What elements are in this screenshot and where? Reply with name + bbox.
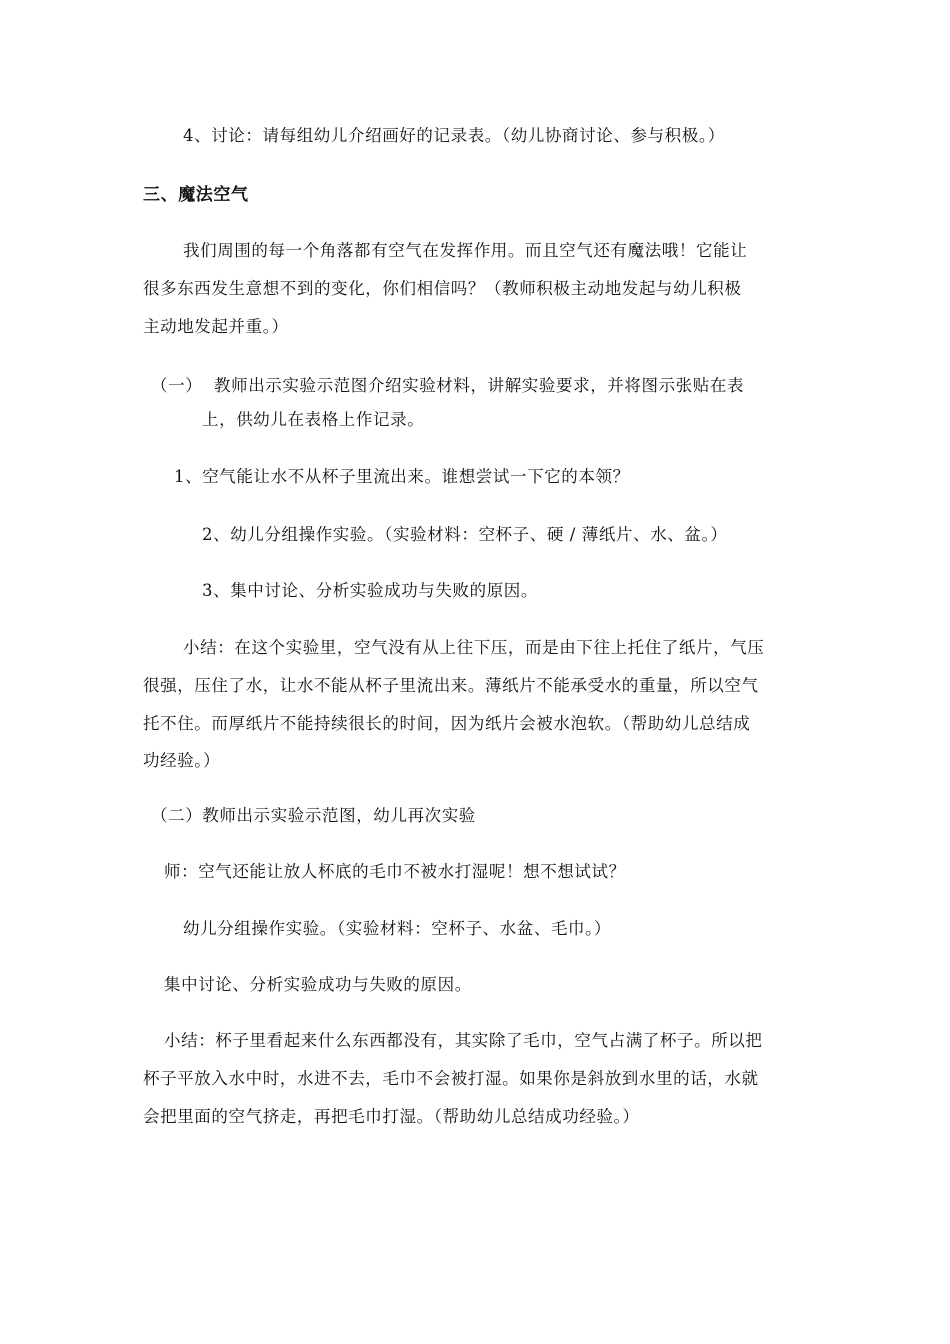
part2-title: （二）教师出示实验示范图，幼儿再次实验 bbox=[151, 806, 476, 825]
part2-summary-line-3: 会把里面的空气挤走，再把毛巾打湿。（帮助幼儿总结成功经验。） bbox=[143, 1107, 640, 1126]
part1-label: （一） bbox=[151, 376, 203, 395]
part1-text-line-2: 上，供幼儿在表格上作记录。 bbox=[202, 410, 425, 429]
intro-line-3: 主动地发起并重。） bbox=[143, 317, 289, 336]
part2-teacher-line: 师：空气还能让放人杯底的毛巾不被水打湿呢！想不想试试？ bbox=[164, 862, 626, 881]
intro-line-2: 很多东西发生意想不到的变化，你们相信吗？（教师积极主动地发起与幼儿积极 bbox=[143, 279, 742, 298]
discussion-step-4: 4、讨论：请每组幼儿介绍画好的记录表。（幼儿协商讨论、参与积极。） bbox=[183, 126, 725, 145]
part1-text-line-1: 教师出示实验示范图介绍实验材料，讲解实验要求，并将图示张贴在表 bbox=[214, 376, 745, 395]
part1-summary-line-2: 很强，压住了水，让水不能从杯子里流出来。薄纸片不能承受水的重量，所以空气 bbox=[143, 676, 759, 695]
part2-operation: 幼儿分组操作实验。（实验材料：空杯子、水盆、毛巾。） bbox=[183, 919, 612, 938]
section-title-magic-air: 三、魔法空气 bbox=[143, 185, 249, 205]
part2-discussion: 集中讨论、分析实验成功与失败的原因。 bbox=[164, 975, 472, 994]
part1-summary-line-1: 小结：在这个实验里，空气没有从上往下压，而是由下往上托住了纸片，气压 bbox=[183, 638, 765, 657]
part2-summary-line-1: 小结：杯子里看起来什么东西都没有，其实除了毛巾，空气占满了杯子。所以把 bbox=[164, 1031, 763, 1050]
intro-line-1: 我们周围的每一个角落都有空气在发挥作用。而且空气还有魔法哦！它能让 bbox=[183, 241, 748, 260]
part1-summary-line-4: 功经验。） bbox=[143, 751, 221, 770]
part1-step-3: 3、集中讨论、分析实验成功与失败的原因。 bbox=[202, 581, 538, 600]
part2-summary-line-2: 杯子平放入水中时，水进不去，毛巾不会被打湿。如果你是斜放到水里的话，水就 bbox=[143, 1069, 759, 1088]
part1-step-2: 2、幼儿分组操作实验。（实验材料：空杯子、硬 / 薄纸片、水、盆。） bbox=[202, 525, 728, 544]
part1-summary-line-3: 托不住。而厚纸片不能持续很长的时间，因为纸片会被水泡软。（帮助幼儿总结成 bbox=[143, 714, 751, 733]
part1-step-1: 1、空气能让水不从杯子里流出来。谁想尝试一下它的本领？ bbox=[174, 467, 630, 486]
